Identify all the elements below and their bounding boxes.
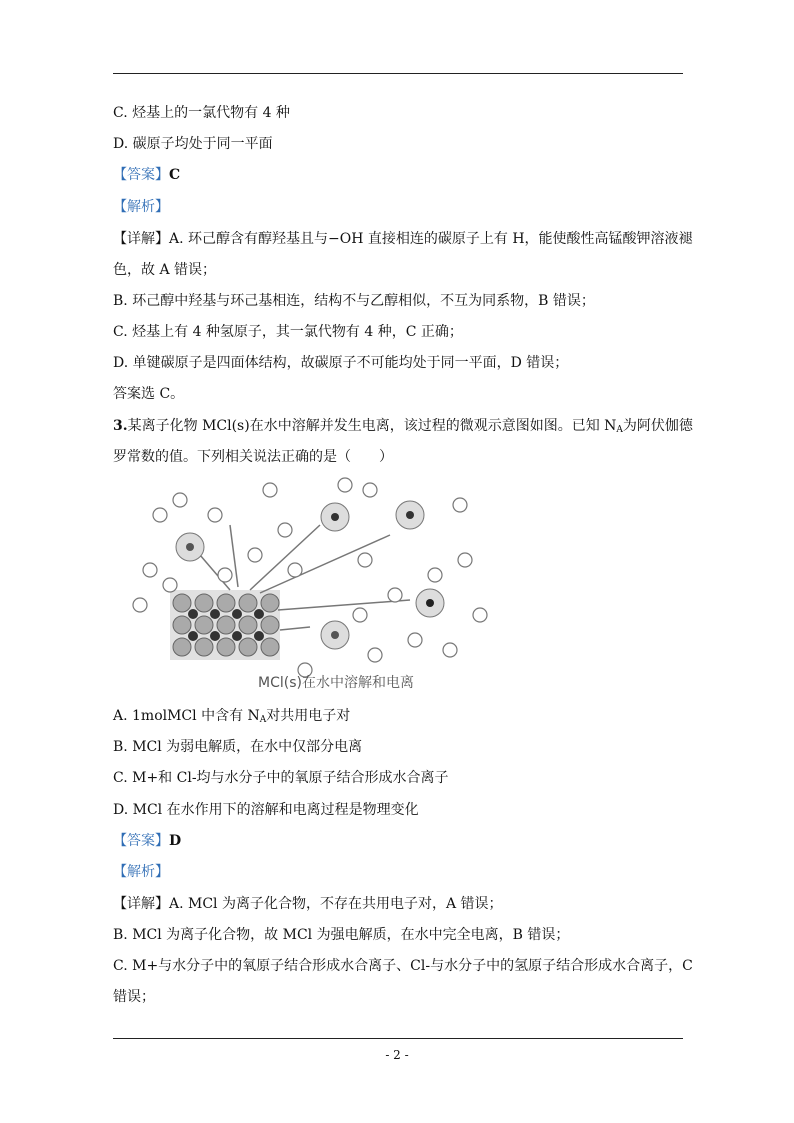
analysis-tag-1: 【解析】 (113, 199, 169, 215)
detail2-line-4: 错误； (113, 989, 155, 1005)
header-rule (113, 73, 683, 74)
dissolution-diagram (120, 475, 500, 695)
answer-tag: 【答案】 (113, 167, 169, 183)
detail-line-6: 答案选 C。 (113, 386, 185, 402)
option-c-prev: C. 烃基上的一氯代物有 4 种 (113, 105, 290, 121)
analysis-tag-2: 【解析】 (113, 864, 169, 880)
figure-caption: MCl(s)在水中溶解和电离 (258, 675, 414, 691)
option-a (113, 706, 350, 730)
option-d: D. MCl 在水作用下的溶解和电离过程是物理变化 (113, 802, 419, 818)
detail-line-4: C. 烃基上有 4 种氢原子，其一氯代物有 4 种，C 正确； (113, 324, 463, 340)
option-a-post: 对共用电子对 (266, 708, 351, 724)
answer-line-2 (113, 831, 181, 851)
answer-value: C (169, 167, 181, 183)
answer-line-1 (113, 165, 180, 185)
question-3-line-1 (113, 416, 693, 440)
question-3-line-2: 罗常数的值。下列相关说法正确的是（ ） (113, 449, 393, 465)
ionic-lattice (170, 590, 280, 660)
footer-rule (113, 1038, 683, 1039)
question-text-a: 某离子化物 MCl(s)在水中溶解并发生电离，该过程的微观示意图如图。已知 N (127, 418, 617, 434)
detail2-line-1: 【详解】A. MCl 为离子化合物，不存在共用电子对，A 错误； (113, 896, 503, 912)
detail2-line-3: C. M+与水分子中的氧原子结合形成水合离子、Cl-与水分子中的氢原子结合形成水合离子，C (113, 958, 693, 974)
detail-line-2: 色，故 A 错误； (113, 262, 217, 278)
detail2-line-2: B. MCl 为离子化合物，故 MCl 为强电解质，在水中完全电离，B 错误； (113, 927, 570, 943)
answer-tag-2: 【答案】 (113, 833, 169, 849)
option-b: B. MCl 为弱电解质，在水中仅部分电离 (113, 739, 363, 755)
question-text-b: 为阿伏伽德 (622, 418, 693, 434)
detail-line-3: B. 环己醇中羟基与环己基相连，结构不与乙醇相似，不互为同系物，B 错误； (113, 293, 595, 309)
detail-line-1: 【详解】A. 环己醇含有醇羟基且与−OH 直接相连的碳原子上有 H，能使酸性高锰酸钾溶液褪 (113, 231, 693, 247)
page-number: - 2 - (385, 1048, 409, 1062)
question-sub-a: A (616, 425, 623, 435)
option-a-pre: A. 1molMCl 中含有 N (113, 708, 260, 724)
detail-line-5: D. 单键碳原子是四面体结构，故碳原子不可能均处于同一平面，D 错误； (113, 355, 569, 371)
option-c: C. M+和 Cl-均与水分子中的氧原子结合形成水合离子 (113, 770, 449, 786)
option-d-prev: D. 碳原子均处于同一平面 (113, 136, 273, 152)
question-number: 3. (113, 418, 128, 434)
option-a-sub: A (259, 715, 267, 725)
answer-value-2: D (169, 833, 182, 849)
